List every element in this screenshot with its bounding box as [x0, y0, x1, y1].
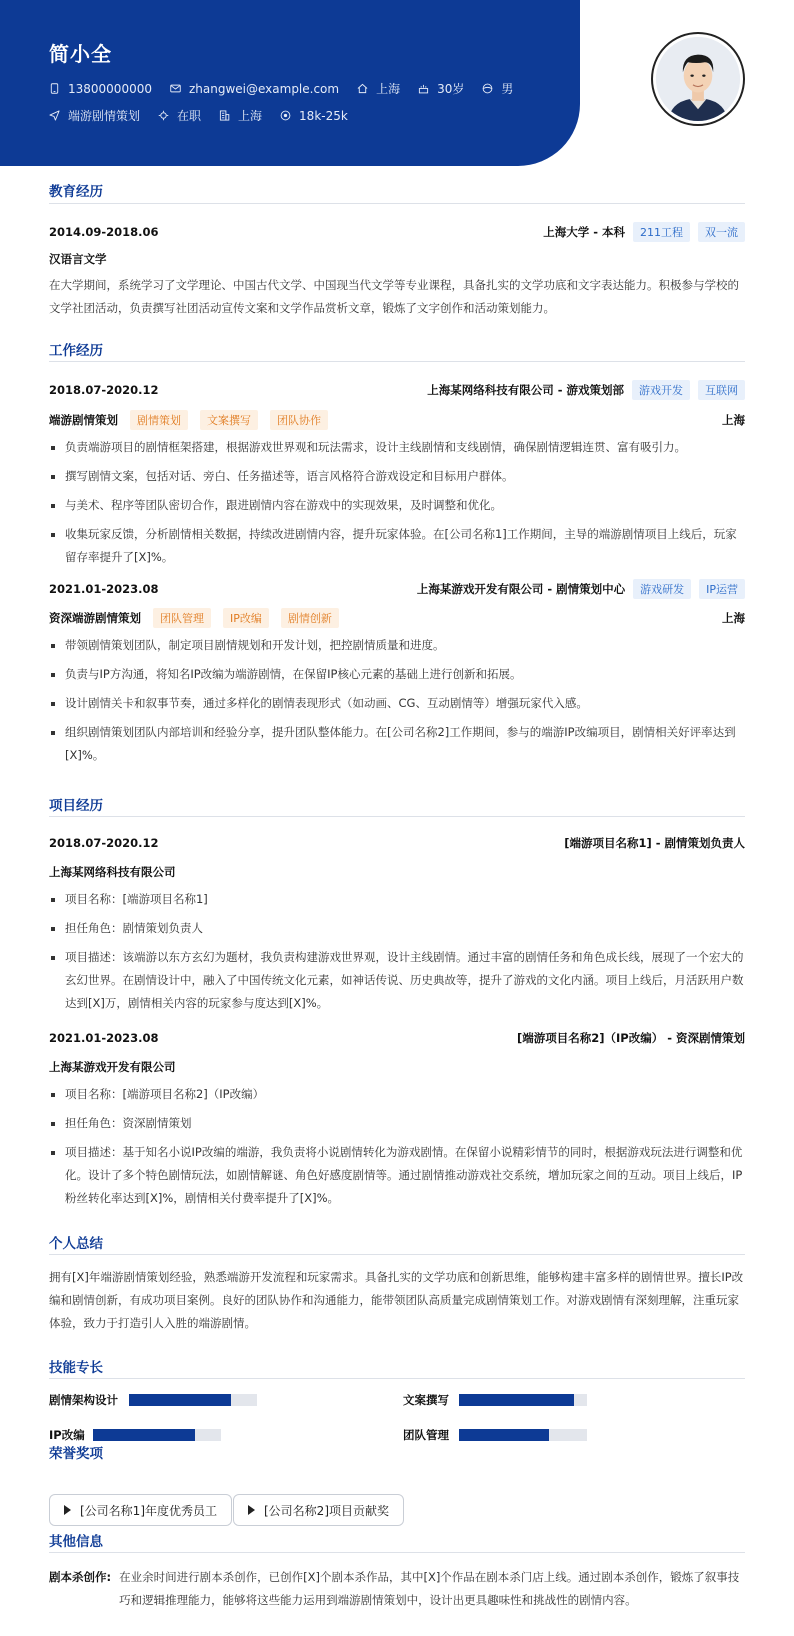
work-company-tag: 游戏开发	[632, 380, 690, 400]
email-text: zhangwei@example.com	[188, 81, 340, 96]
home-icon	[357, 83, 368, 94]
salary-item	[280, 109, 348, 123]
target-position-item	[49, 107, 140, 124]
work-role-tag: IP改编	[223, 608, 269, 628]
skill-item	[403, 1427, 587, 1443]
education-school: 上海大学 - 本科	[543, 225, 625, 239]
list-item: 负责端游项目的剧情框架搭建，根据游戏世界观和玩法需求，设计主线剧情和支线剧情，确保剧情逻辑连贯、富有吸引力。	[49, 436, 745, 459]
work-header-row	[49, 579, 745, 599]
phone-icon	[49, 83, 60, 94]
gender-item	[482, 80, 513, 97]
job-intent-row	[49, 107, 366, 124]
gender-icon	[482, 83, 493, 94]
send-icon	[49, 110, 60, 121]
project-company: 上海某游戏开发有限公司	[49, 1060, 176, 1074]
project-period: 2018.07-2020.12	[49, 836, 159, 850]
award-label: [公司名称2]项目贡献奖	[264, 1503, 389, 1518]
age-icon	[418, 83, 429, 94]
target-city-text: 上海	[238, 109, 263, 123]
email-item	[170, 82, 339, 96]
education-school-group	[543, 222, 745, 242]
project-company-row	[49, 864, 745, 880]
work-city: 上海	[722, 611, 745, 625]
avatar-frame	[651, 32, 745, 126]
other-text: 在业余时间进行剧本杀创作，已创作[X]个剧本杀作品，其中[X]个作品在剧本杀门店上线。通过剧本杀创作，锻炼了叙事技巧和逻辑推理能力，能够将这些能力运用到端游剧情策划中，设计出更具趣味性和挑战性的剧情内容。	[119, 1570, 740, 1607]
work-role-tag: 剧情策划	[130, 410, 188, 430]
award-item[interactable]	[233, 1494, 404, 1526]
education-description: 在大学期间，系统学习了文学理论、中国古代文学、中国现当代文学等专业课程，具备扎实的文学功底和文字表达能力。积极参与学校的文学社团活动，负责撰写社团活动宣传文案和文学作品赏析文章，锻炼了文字创作和活动策划能力。	[49, 278, 739, 315]
skill-bar	[459, 1429, 587, 1441]
skill-item	[49, 1427, 221, 1443]
project-title: [端游项目名称1] - 剧情策划负责人	[564, 836, 745, 850]
work-city: 上海	[722, 413, 745, 427]
section-title-summary: 个人总结	[49, 1236, 103, 1252]
section-title-skills: 技能专长	[49, 1360, 103, 1376]
education-period: 2014.09-2018.06	[49, 225, 159, 239]
list-item: 带领剧情策划团队，制定项目剧情规划和开发计划，把控剧情质量和进度。	[49, 634, 745, 657]
work-role: 端游剧情策划	[49, 413, 118, 427]
skill-bar	[129, 1394, 257, 1406]
work-bullets	[49, 634, 745, 773]
list-item: 撰写剧情文案，包括对话、旁白、任务描述等，语言风格符合游戏设定和目标用户群体。	[49, 465, 745, 488]
award-item[interactable]	[49, 1494, 232, 1526]
list-item: 与美术、程序等团队密切合作，跟进剧情内容在游戏中的实现效果，及时调整和优化。	[49, 494, 745, 517]
list-item: 担任角色：剧情策划负责人	[49, 917, 745, 940]
work-role-group	[49, 410, 328, 430]
skill-name: 文案撰写	[403, 1393, 449, 1407]
location-item	[357, 80, 400, 97]
work-period: 2018.07-2020.12	[49, 383, 159, 397]
work-company: 上海某游戏开发有限公司 - 剧情策划中心	[416, 582, 626, 596]
work-header-row	[49, 380, 745, 400]
work-role-tag: 团队协作	[270, 410, 328, 430]
education-tag: 211工程	[633, 222, 690, 242]
list-item: 组织剧情策划团队内部培训和经验分享，提升团队整体能力。在[公司名称2]工作期间，参与的端游IP改编项目，剧情相关好评率达到[X]%。	[49, 721, 745, 767]
candidate-name: 简小全	[49, 42, 112, 66]
list-item: 项目描述：基于知名小说IP改编的端游，我负责将小说剧情转化为游戏剧情。在保留小说精彩情节的同时，根据游戏玩法进行调整和优化。设计了多个特色剧情玩法，如剧情解谜、角色好感度剧情等。通过剧情推动游戏社交系统，增加玩家之间的互动。项目上线后，IP粉丝转化率达到[X]%，剧情相关付费率提升了[X]%。	[49, 1141, 745, 1210]
list-item: 收集玩家反馈，分析剧情相关数据，持续改进剧情内容，提升玩家体验。在[公司名称1]工作期间，主导的端游剧情项目上线后，玩家留存率提升了[X]%。	[49, 523, 745, 569]
project-header-row	[49, 835, 745, 851]
section-divider	[49, 1378, 745, 1379]
play-icon	[248, 1505, 255, 1515]
work-role-tag: 剧情创新	[281, 608, 339, 628]
skill-item	[49, 1392, 257, 1408]
project-title: [端游项目名称2]（IP改编） - 资深剧情策划	[517, 1031, 745, 1045]
header-banner	[0, 0, 580, 166]
section-title-projects: 项目经历	[49, 798, 103, 814]
education-tag: 双一流	[698, 222, 745, 242]
other-info	[49, 1566, 745, 1612]
work-role-row	[49, 608, 745, 628]
phone-text: 13800000000	[68, 81, 152, 96]
project-header-row	[49, 1030, 745, 1046]
section-divider	[49, 1254, 745, 1255]
salary-text: 18k-25k	[299, 108, 348, 123]
project-period: 2021.01-2023.08	[49, 1031, 159, 1045]
work-company-tag: 游戏研发	[633, 579, 691, 599]
building-icon	[219, 110, 230, 121]
skill-name: 团队管理	[403, 1428, 449, 1442]
list-item: 负责与IP方沟通，将知名IP改编为端游剧情，在保留IP核心元素的基础上进行创新和拓展。	[49, 663, 745, 686]
work-company-group	[427, 380, 745, 400]
work-company-group	[417, 579, 745, 599]
other-label: 剧本杀创作:	[49, 1570, 112, 1584]
location-text: 上海	[376, 82, 401, 96]
list-item: 项目名称：[端游项目名称2]（IP改编）	[49, 1083, 745, 1106]
project-bullets	[49, 1083, 745, 1216]
skill-bar-fill	[459, 1429, 549, 1441]
skill-bar-fill	[459, 1394, 574, 1406]
work-role-group	[49, 608, 339, 628]
project-company: 上海某网络科技有限公司	[49, 865, 176, 879]
phone-item	[49, 82, 152, 96]
education-major: 汉语言文学	[49, 252, 107, 266]
section-title-awards: 荣誉奖项	[49, 1446, 103, 1462]
education-header-row	[49, 222, 745, 242]
work-bullets	[49, 436, 745, 575]
skill-bar	[93, 1429, 221, 1441]
age-item	[418, 80, 464, 97]
section-title-education: 教育经历	[49, 184, 103, 200]
work-role: 资深端游剧情策划	[49, 611, 141, 625]
play-icon	[64, 1505, 71, 1515]
work-role-tag: 团队管理	[153, 608, 211, 628]
section-divider	[49, 1552, 745, 1553]
list-item: 设计剧情关卡和叙事节奏，通过多样化的剧情表现形式（如动画、CG、互动剧情等）增强玩家代入感。	[49, 692, 745, 715]
age-text: 30岁	[437, 82, 465, 96]
work-role-tag: 文案撰写	[200, 410, 258, 430]
section-divider	[49, 816, 745, 817]
status-text: 在职	[177, 109, 202, 123]
project-company-row	[49, 1059, 745, 1075]
avatar	[656, 37, 740, 121]
skill-bar-fill	[129, 1394, 231, 1406]
section-title-work: 工作经历	[49, 343, 103, 359]
section-title-other: 其他信息	[49, 1534, 103, 1550]
project-bullets	[49, 888, 745, 1021]
award-label: [公司名称1]年度优秀员工	[80, 1503, 217, 1518]
mail-icon	[170, 83, 181, 94]
summary-text: 拥有[X]年端游剧情策划经验，熟悉端游开发流程和玩家需求。具备扎实的文学功底和创新思维，能够构建丰富多样的剧情世界。擅长IP改编和剧情创新，有成功项目案例。良好的团队协作和沟通能力，能带领团队高质量完成剧情策划工作。对游戏剧情有深刻理解，注重玩家体验，致力于打造引人入胜的端游剧情。	[49, 1270, 744, 1330]
skill-bar	[459, 1394, 587, 1406]
education-major-row	[49, 251, 745, 267]
section-divider	[49, 203, 745, 204]
skill-item	[403, 1392, 587, 1408]
list-item: 项目描述：该端游以东方玄幻为题材，我负责构建游戏世界观，设计主线剧情。通过丰富的剧情任务和角色成长线，展现了一个宏大的玄幻世界。在剧情设计中，融入了中国传统文化元素，如神话传说、历史典故等，提升了游戏的文化内涵。项目上线后，月活跃用户数达到[X]万，剧情相关内容的玩家参与度达到[X]%。	[49, 946, 745, 1015]
target-city-item	[219, 107, 262, 124]
work-company-tag: 互联网	[698, 380, 745, 400]
skill-bar-fill	[93, 1429, 195, 1441]
target-position-text: 端游剧情策划	[68, 109, 141, 123]
salary-icon	[280, 110, 291, 121]
work-company-tag: IP运营	[699, 579, 745, 599]
list-item: 项目名称：[端游项目名称1]	[49, 888, 745, 911]
skill-name: IP改编	[49, 1428, 85, 1442]
work-period: 2021.01-2023.08	[49, 582, 159, 596]
work-company: 上海某网络科技有限公司 - 游戏策划部	[427, 383, 624, 397]
gender-text: 男	[501, 82, 514, 96]
work-role-row	[49, 410, 745, 430]
status-icon	[158, 110, 169, 121]
list-item: 担任角色：资深剧情策划	[49, 1112, 745, 1135]
contact-row	[49, 80, 531, 97]
status-item	[158, 107, 201, 124]
section-divider	[49, 361, 745, 362]
skill-name: 剧情架构设计	[49, 1393, 118, 1407]
